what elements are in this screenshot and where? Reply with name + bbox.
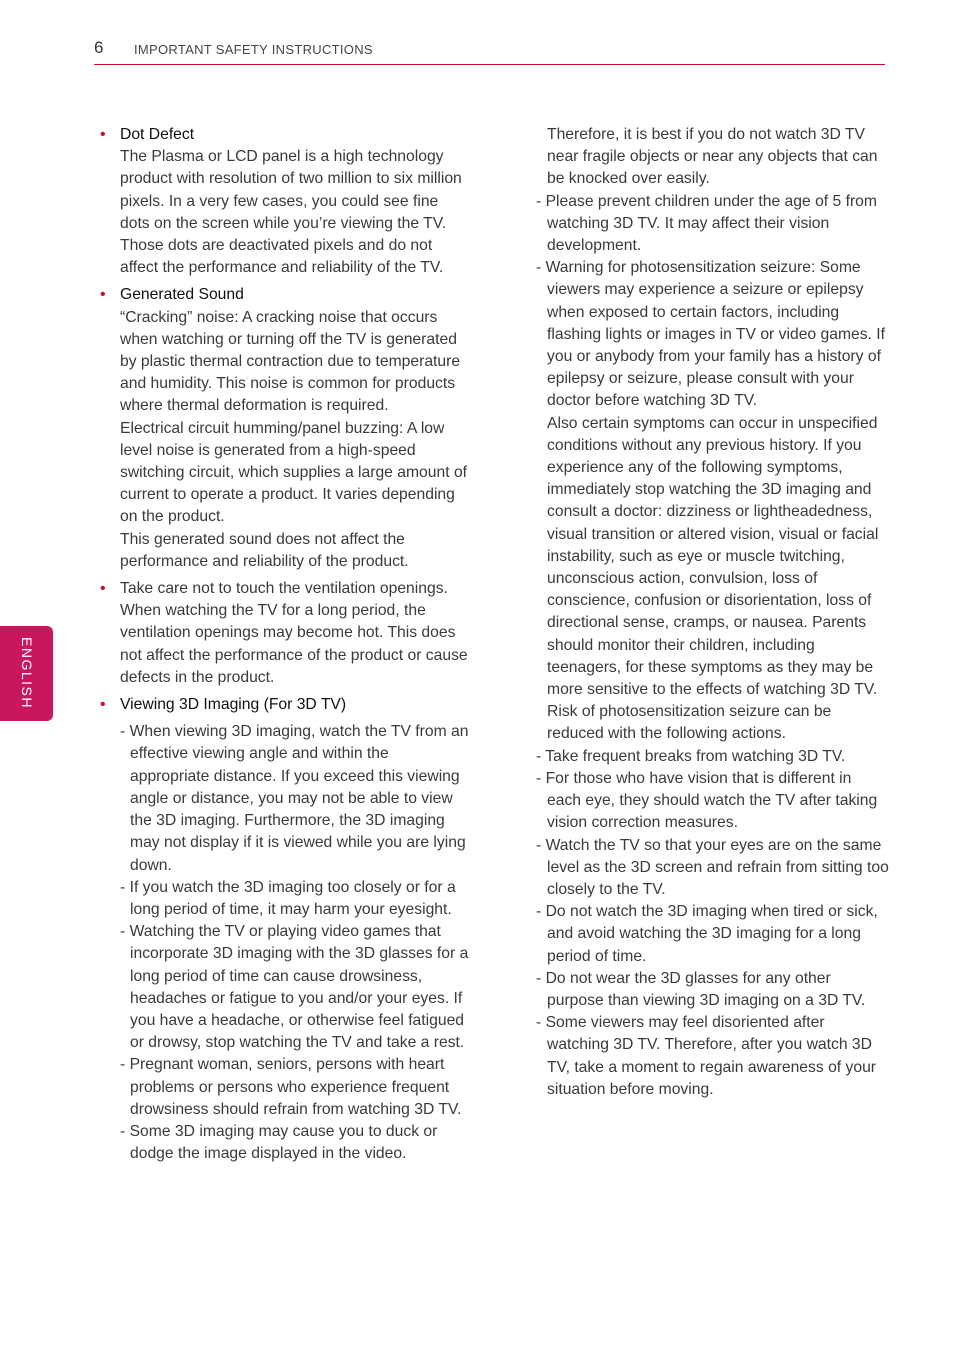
cracking-noise-paragraph: “Cracking” noise: A cracking noise that occurs when watching or turning off the TV is generated by plastic thermal contraction due to temperature and humidity. This noise is common for products where thermal deformation is required. [120,308,461,415]
viewing-3d-title: Viewing 3D Imaging (For 3D TV) [120,696,347,714]
generated-sound-heading [100,284,470,306]
bullet-icon: • [100,126,106,143]
list-item: - If you watch the 3D imaging too closely or for a long period of time, it may harm your eyesight. [120,878,456,918]
list-item: - Please prevent children under the age of 5 from watching 3D TV. It may affect their vision development. [536,192,877,255]
ventilation-section [100,578,470,689]
viewing-3d-list [100,721,470,1165]
viewing-3d-section [100,694,470,1165]
ventilation-item [100,578,470,689]
humming-paragraph: Electrical circuit humming/panel buzzing: A low level noise is generated from a high-speed switching circuit, which supplies a large amount of current to operate a product. It varies depending on the product. [120,419,468,526]
list-item: - Take frequent breaks from watching 3D TV. [536,747,846,765]
left-column [100,124,470,1170]
list-item: - Warning for photosensitization seizure: Some viewers may experience a seizure or epilepsy when exposed to certain factors, including flashing lights or images in TV or video games. If you or anybody from your family has a history of epilepsy or seizure, please consult with your doctor before watching 3D TV. [536,259,886,410]
viewing-3d-heading [100,694,470,716]
ventilation-text: Take care not to touch the ventilation openings. When watching the TV for a long period, the ventilation openings may become hot. This does not affect the performance of the product or cause defects in the product. [120,580,468,686]
dot-defect-title: Dot Defect [120,126,195,143]
bullet-icon: • [100,696,106,714]
header-title: IMPORTANT SAFETY INSTRUCTIONS [134,42,373,57]
list-item: - Do not wear the 3D glasses for any other purpose than viewing 3D imaging on a 3D TV. [536,969,866,1009]
list-item: - Some viewers may feel disoriented after watching 3D TV. Therefore, after you watch 3D TV, take a moment to regain awareness of your situation before moving. [536,1014,877,1098]
fragile-objects-paragraph: Therefore, it is best if you do not watch 3D TV near fragile objects or near any objects that can be knocked over easily. [547,126,878,188]
list-item: - Some 3D imaging may cause you to duck or dodge the image displayed in the video. [120,1122,438,1163]
dot-defect-body: The Plasma or LCD panel is a high technology product with resolution of two million to six million pixels. In a very few cases, you could see fine dots on the screen while you’re viewing the TV. Those dots are deactivated pixels and do not affect the performance and reliability of the TV. [120,148,462,277]
page-number: 6 [94,38,104,57]
list-item: - When viewing 3D imaging, watch the TV from an effective viewing angle and within the appropriate distance. If you exceed this viewing angle or distance, you may not be able to view the 3D imaging. Furthermore, the 3D imaging may not display if it is viewed while you are lying down. [120,723,469,874]
dot-defect-heading [100,124,470,146]
bullet-icon: • [100,580,106,598]
right-column [533,124,889,1101]
generated-sound-section [100,284,470,573]
symptoms-paragraph: Also certain symptoms can occur in unspecified conditions without any previous history. If you experience any of the following symptoms, immediately stop watching the 3D imaging and consult a doctor: dizziness or lightheadedness, visual transition or altered vision, visual or facial instability, such as eye or muscle twitching, unconscious action, convulsion, loss of conscience, confusion or disorientation, loss of directional sense, cramps, or nausea. Parents should monitor their children, including teenagers, for these symptoms as they may be more sensitive to the effects of watching 3D TV. [547,414,879,699]
bullet-icon: • [100,286,106,304]
list-item: - Do not watch the 3D imaging when tired or sick, and avoid watching the 3D imaging for a long period of time. [536,903,878,965]
list-item: - Watch the TV so that your eyes are on the same level as the 3D screen and refrain from sitting too closely to the TV. [536,836,889,898]
risk-paragraph: Risk of photosensitization seizure can be reduced with the following actions. [547,703,832,743]
list-item: - Pregnant woman, seniors, persons with heart problems or persons who experience frequent drowsiness should refrain from watching 3D TV. [120,1056,462,1118]
list-item: - Watching the TV or playing video games that incorporate 3D imaging with the 3D glasses for a long period of time can cause drowsiness, headaches or fatigue to you and/or your eyes. If you have a headache, or otherwise feel fatigued or drowsy, stop watching the TV and take a rest. [120,923,469,1052]
dot-defect-section [100,124,470,279]
list-item: - For those who have vision that is different in each eye, they should watch the TV after taking vision correction measures. [536,769,878,832]
language-tab [0,626,53,721]
sound-note-paragraph: This generated sound does not affect the performance and reliability of the product. [120,530,409,570]
language-tab-label: ENGLISH [19,637,35,709]
generated-sound-title: Generated Sound [120,286,244,304]
page-header [94,38,885,65]
